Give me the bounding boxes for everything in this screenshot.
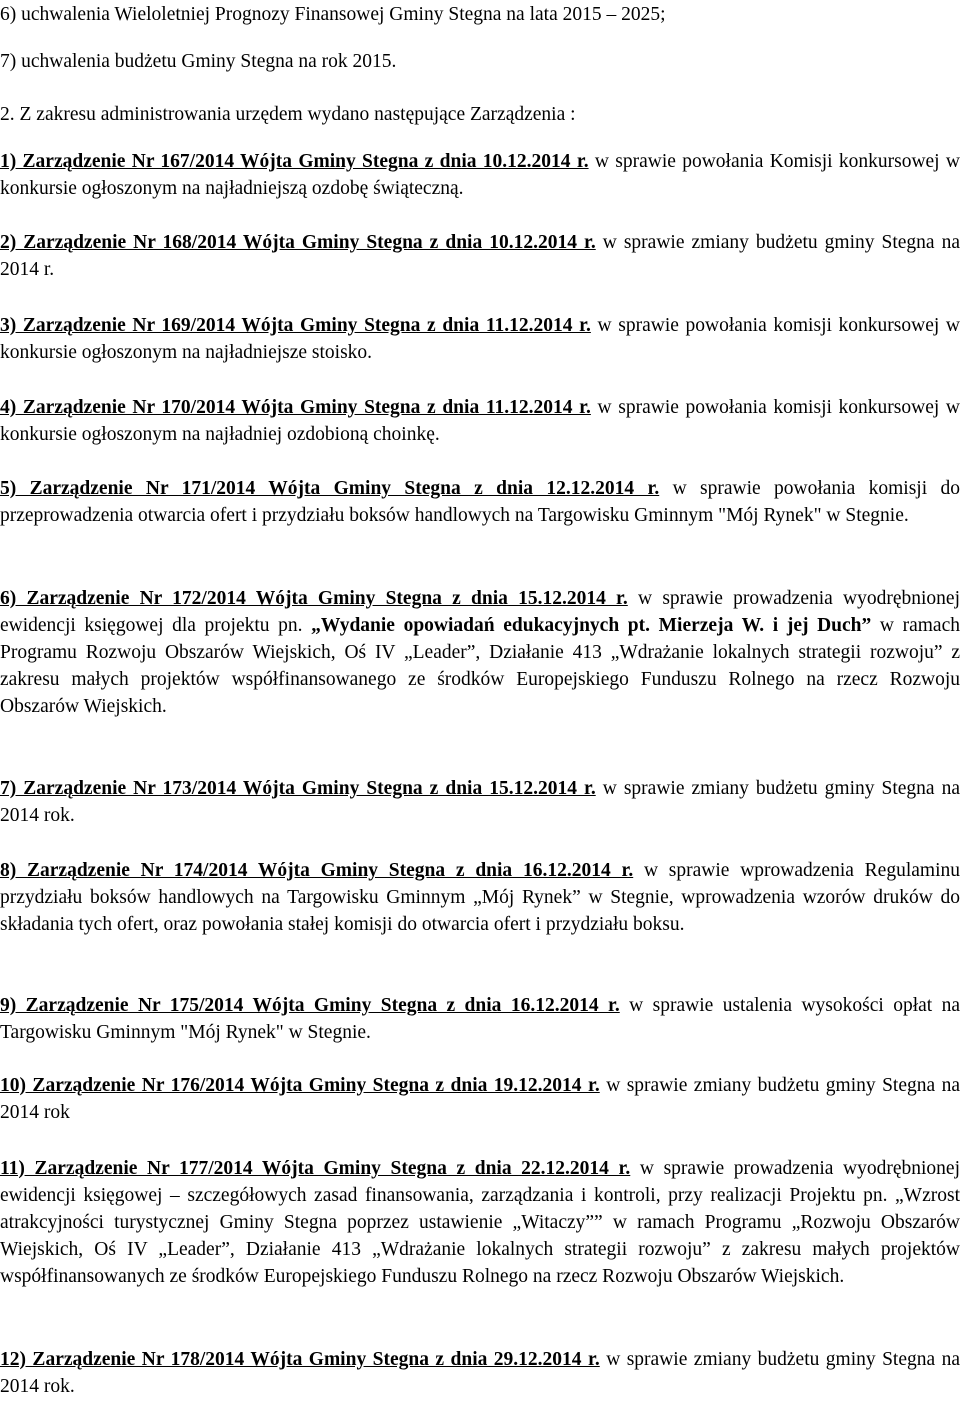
intro-line-7: 7) uchwalenia budżetu Gminy Stegna na rok 2015. [0,51,397,72]
order-9 [0,992,960,1046]
order-3-text: w sprawie powołania komisji konkursowej w konkursie ogłoszonym na najładniejsze stoisko. [0,315,960,363]
order-11-title: 11) Zarządzenie Nr 177/2014 Wójta Gminy Stegna z dnia 22.12.2014 r. [0,1158,631,1179]
intro-line-6: 6) uchwalenia Wieloletniej Prognozy Finansowej Gminy Stegna na lata 2015 – 2025; [0,4,666,25]
order-6-text: w sprawie prowadzenia wyodrębnionej ewidencji księgowej dla projektu pn. [0,588,960,636]
order-11-text: w sprawie prowadzenia wyodrębnionej ewidencji księgowej – szczegółowych zasad finansowania, zarządzania i kontroli, przy realizacji Projektu pn. „Wzrost atrakcyjności turystycznej Gminy Stegna poprzez ustawienie „Witaczy”” w ramach Programu „Rozwoju Obszarów Wiejskich, Oś IV „Leader”, Działanie 413 „Wdrażanie lokalnych strategii rozwoju” z zakresu małych projektów współfinansowanych ze środków Europejskiego Funduszu Rolnego na rzecz Rozwoju Obszarów Wiejskich. [0,1158,960,1287]
order-7 [0,775,960,829]
order-5-text: w sprawie powołania komisji do przeprowadzenia otwarcia ofert i przydziału boksów handlowych na Targowisku Gminnym "Mój Rynek" w Stegnie. [0,478,960,526]
order-5 [0,475,960,529]
order-1-title: 1) Zarządzenie Nr 167/2014 Wójta Gminy Stegna z dnia 10.12.2014 r. [0,151,589,172]
order-6 [0,585,960,720]
order-6-text-cont: w ramach Programu Rozwoju Obszarów Wiejskich, Oś IV „Leader”, Działanie 413 „Wdrażanie lokalnych strategii rozwoju” z zakresu małych projektów współfinansowanego ze środków Europejskiego Funduszu Rolnego na rzecz Rozwoju Obszarów Wiejskich. [0,615,960,717]
order-5-title: 5) Zarządzenie Nr 171/2014 Wójta Gminy Stegna z dnia 12.12.2014 r. [0,478,660,499]
order-9-text: w sprawie ustalenia wysokości opłat na Targowisku Gminnym "Mój Rynek" w Stegnie. [0,995,960,1043]
order-6-title: 6) Zarządzenie Nr 172/2014 Wójta Gminy Stegna z dnia 15.12.2014 r. [0,588,628,609]
order-9-title: 9) Zarządzenie Nr 175/2014 Wójta Gminy Stegna z dnia 16.12.2014 r. [0,995,620,1016]
order-1-text: w sprawie powołania Komisji konkursowej w konkursie ogłoszonym na najładniejszą ozdobę świąteczną. [0,151,960,199]
order-3-title: 3) Zarządzenie Nr 169/2014 Wójta Gminy Stegna z dnia 11.12.2014 r. [0,315,591,336]
order-2-text: w sprawie zmiany budżetu gminy Stegna na 2014 r. [0,232,960,280]
section-heading: 2. Z zakresu administrowania urzędem wydano następujące Zarządzenia : [0,104,576,125]
order-7-text: w sprawie zmiany budżetu gminy Stegna na 2014 rok. [0,778,960,826]
order-10-title: 10) Zarządzenie Nr 176/2014 Wójta Gminy Stegna z dnia 19.12.2014 r. [0,1075,600,1096]
order-12 [0,1346,960,1400]
order-10 [0,1072,960,1126]
order-4-text: w sprawie powołania komisji konkursowej w konkursie ogłoszonym na najładniej ozdobioną choinkę. [0,397,960,445]
order-10-text: w sprawie zmiany budżetu gminy Stegna na 2014 rok [0,1075,960,1123]
order-4 [0,394,960,448]
order-2 [0,229,960,283]
order-12-title: 12) Zarządzenie Nr 178/2014 Wójta Gminy Stegna z dnia 29.12.2014 r. [0,1349,600,1370]
order-8-title: 8) Zarządzenie Nr 174/2014 Wójta Gminy Stegna z dnia 16.12.2014 r. [0,860,634,881]
order-8 [0,857,960,938]
order-11 [0,1155,960,1290]
order-6-project-title: „Wydanie opowiadań edukacyjnych pt. Mierzeja W. i jej Duch” [311,615,872,636]
order-1 [0,148,960,202]
order-7-title: 7) Zarządzenie Nr 173/2014 Wójta Gminy Stegna z dnia 15.12.2014 r. [0,778,596,799]
order-8-text: w sprawie wprowadzenia Regulaminu przydziału boksów handlowych na Targowisku Gminnym „Mój Rynek” w Stegnie, wprowadzenia wzorów druków do składania tych ofert, oraz powołania stałej komisji do otwarcia ofert i przydziału boksu. [0,860,960,935]
order-12-text: w sprawie zmiany budżetu gminy Stegna na 2014 rok. [0,1349,960,1397]
order-3 [0,312,960,366]
order-2-title: 2) Zarządzenie Nr 168/2014 Wójta Gminy Stegna z dnia 10.12.2014 r. [0,232,596,253]
order-4-title: 4) Zarządzenie Nr 170/2014 Wójta Gminy Stegna z dnia 11.12.2014 r. [0,397,591,418]
